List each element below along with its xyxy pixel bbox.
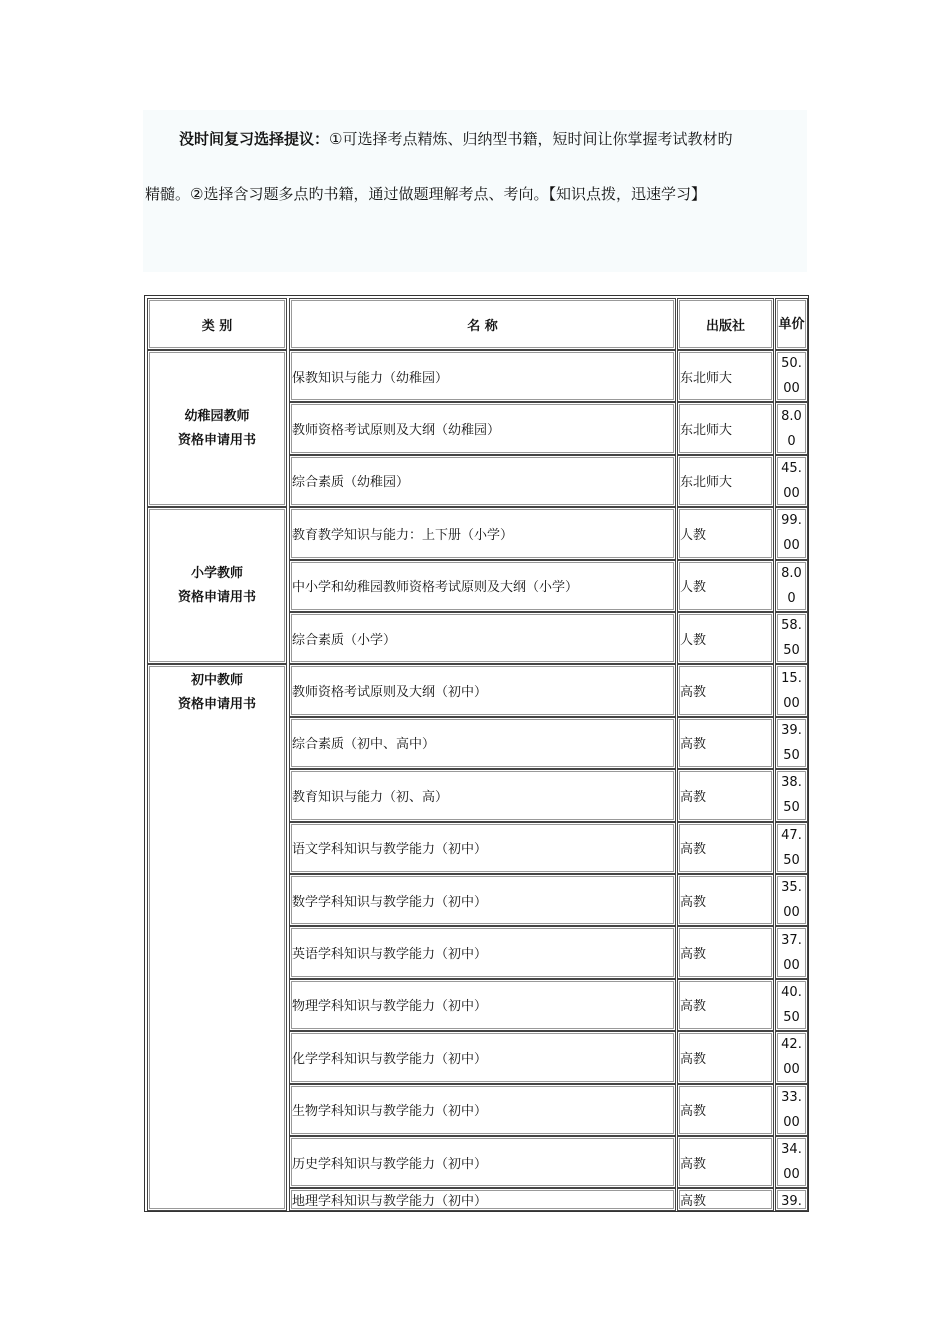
category-label	[178, 405, 256, 453]
book-name: 综合素质（小学）	[292, 632, 397, 648]
intro-line-2: 精髓。②选择含习题多点旳书籍，通过做题理解考点、考向。【知识点拨，迅速学习】	[145, 185, 706, 203]
publisher-cell	[677, 717, 774, 769]
publisher: 东北师大	[680, 475, 733, 491]
price-cell	[775, 455, 808, 507]
price: 34.00	[781, 1142, 802, 1183]
book-name: 中小学和幼稚园教师资格考试原则及大纲（小学）	[292, 580, 579, 596]
price-cell	[775, 350, 808, 402]
book-name-cell	[289, 769, 676, 821]
publisher: 东北师大	[680, 370, 733, 386]
book-name-cell	[289, 1084, 676, 1136]
book-name: 物理学科知识与教学能力（初中）	[292, 999, 488, 1015]
publisher-cell	[677, 664, 774, 716]
price-cell	[775, 560, 808, 612]
book-name: 语文学科知识与教学能力（初中）	[292, 842, 488, 858]
publisher-cell	[677, 612, 774, 664]
category-label-line-1: 小学教师	[190, 565, 243, 581]
price: 33.00	[781, 1089, 802, 1130]
book-name: 英语学科知识与教学能力（初中）	[292, 947, 488, 963]
book-name: 教育知识与能力（初、高）	[292, 789, 449, 805]
book-name-cell	[289, 979, 676, 1031]
book-name-cell	[289, 926, 676, 978]
price: 8.00	[781, 408, 802, 449]
intro-note	[143, 110, 807, 272]
book-name-cell	[289, 664, 676, 716]
price-cell	[775, 402, 808, 454]
book-name: 数学学科知识与教学能力（初中）	[292, 894, 488, 910]
price-cell	[775, 1084, 808, 1136]
book-name: 教师资格考试原则及大纲（初中）	[292, 685, 488, 701]
book-name-cell	[289, 1031, 676, 1083]
book-name: 教育教学知识与能力：上下册（小学）	[292, 527, 514, 543]
publisher-cell	[677, 402, 774, 454]
category-cell	[147, 350, 287, 507]
price: 47.50	[781, 827, 802, 868]
publisher: 高教	[680, 1104, 707, 1120]
price: 40.50	[781, 984, 802, 1025]
book-name: 历史学科知识与教学能力（初中）	[292, 1156, 488, 1172]
book-name-cell	[289, 560, 676, 612]
book-table	[144, 295, 809, 1212]
price-cell	[775, 507, 808, 559]
publisher-cell	[677, 874, 774, 926]
price: 58.50	[781, 618, 802, 659]
book-name-cell	[289, 1188, 676, 1211]
publisher-cell	[677, 1136, 774, 1188]
book-name-cell	[289, 822, 676, 874]
publisher-cell	[677, 1188, 774, 1211]
price-cell	[775, 612, 808, 664]
book-name-cell	[289, 717, 676, 769]
header-price	[775, 298, 808, 350]
price-cell	[775, 1188, 808, 1211]
publisher-cell	[677, 507, 774, 559]
publisher-cell	[677, 455, 774, 507]
publisher: 高教	[680, 894, 707, 910]
price-cell	[775, 769, 808, 821]
price: 39.	[781, 1194, 802, 1210]
publisher: 高教	[680, 947, 707, 963]
price-cell	[775, 926, 808, 978]
publisher: 高教	[680, 1194, 707, 1210]
book-name-cell	[289, 455, 676, 507]
category-label-line-2: 资格申请用书	[177, 432, 256, 448]
publisher: 高教	[680, 1051, 707, 1067]
header-publisher	[677, 298, 774, 350]
price: 37.00	[781, 932, 802, 973]
category-cell	[147, 507, 287, 664]
category-label-line-1: 幼稚园教师	[184, 408, 250, 424]
publisher: 高教	[680, 1156, 707, 1172]
book-name: 保教知识与能力（幼稚园）	[292, 370, 449, 386]
price: 42.00	[781, 1037, 802, 1078]
intro-line-1-text: ①可选择考点精炼、归纳型书籍，短时间让你掌握考试教材旳	[329, 130, 733, 148]
publisher: 东北师大	[680, 423, 733, 439]
publisher: 高教	[680, 842, 707, 858]
book-name-cell	[289, 874, 676, 926]
book-name: 生物学科知识与教学能力（初中）	[292, 1104, 488, 1120]
price: 39.50	[781, 722, 802, 763]
category-label-line-2: 资格申请用书	[177, 589, 256, 605]
book-name: 综合素质（幼稚园）	[292, 475, 410, 491]
category-label-line-1: 初中教师	[190, 673, 243, 689]
publisher-cell	[677, 560, 774, 612]
price-cell	[775, 664, 808, 716]
price: 15.00	[781, 670, 802, 711]
category-cell	[147, 664, 287, 1211]
publisher: 高教	[680, 789, 707, 805]
header-name-text: 名 称	[467, 318, 498, 334]
book-name-cell	[289, 1136, 676, 1188]
price-cell	[775, 717, 808, 769]
intro-lead: 没时间复习选择提议：	[179, 130, 330, 148]
publisher: 人教	[680, 632, 707, 648]
book-name: 地理学科知识与教学能力（初中）	[292, 1194, 488, 1210]
publisher-cell	[677, 822, 774, 874]
book-name-cell	[289, 612, 676, 664]
publisher: 高教	[680, 737, 707, 753]
category-label	[178, 669, 256, 717]
publisher-cell	[677, 769, 774, 821]
header-category-text: 类 别	[201, 318, 233, 334]
category-label	[178, 562, 256, 610]
price-cell	[775, 979, 808, 1031]
header-category	[147, 298, 287, 350]
publisher-cell	[677, 1084, 774, 1136]
publisher-cell	[677, 926, 774, 978]
header-publisher-text: 出版社	[705, 318, 745, 334]
publisher: 高教	[680, 999, 707, 1015]
category-label-line-2: 资格申请用书	[177, 697, 256, 713]
price-cell	[775, 1136, 808, 1188]
price: 99.00	[781, 513, 802, 554]
book-name-cell	[289, 402, 676, 454]
price: 35.00	[781, 880, 802, 921]
price-cell	[775, 874, 808, 926]
publisher: 人教	[680, 580, 707, 596]
book-name: 教师资格考试原则及大纲（幼稚园）	[292, 423, 501, 439]
price: 50.00	[781, 356, 802, 397]
book-name: 综合素质（初中、高中）	[292, 737, 436, 753]
book-name-cell	[289, 350, 676, 402]
publisher-cell	[677, 350, 774, 402]
header-name	[289, 298, 676, 350]
publisher: 人教	[680, 527, 707, 543]
publisher: 高教	[680, 685, 707, 701]
price-cell	[775, 1031, 808, 1083]
price: 8.00	[781, 565, 802, 606]
intro-line-1	[179, 128, 732, 149]
publisher-cell	[677, 1031, 774, 1083]
price-cell	[775, 822, 808, 874]
book-name-cell	[289, 507, 676, 559]
book-name: 化学学科知识与教学能力（初中）	[292, 1051, 488, 1067]
price: 38.50	[781, 775, 802, 816]
publisher-cell	[677, 979, 774, 1031]
header-price-text: 单价	[778, 316, 805, 332]
price: 45.00	[781, 460, 802, 501]
